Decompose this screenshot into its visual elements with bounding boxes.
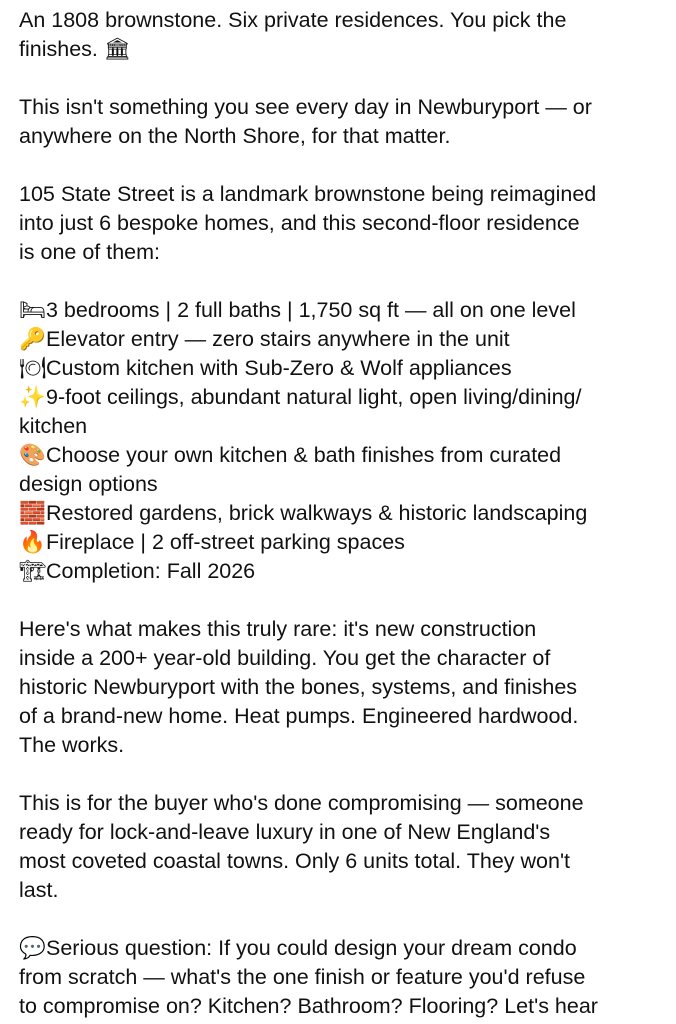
text-line: is one of them:: [19, 240, 161, 264]
feature-item: [19, 383, 665, 441]
paragraph-question: [19, 934, 665, 1021]
paragraph-gap: [19, 586, 665, 615]
feature-line: [19, 499, 665, 528]
question-text: to compromise on? Kitchen? Bathroom? Flooring? Let's hear: [19, 994, 598, 1018]
text-line: ready for lock-and-leave luxury in one of New England's: [19, 820, 551, 844]
text-line: of a brand-new home. Heat pumps. Engineered hardwood.: [19, 704, 579, 728]
feature-text: Custom kitchen with Sub-Zero & Wolf appliances: [46, 356, 512, 380]
brick-icon: 🧱: [19, 501, 46, 526]
text-line: The works.: [19, 733, 125, 757]
feature-line: [19, 325, 665, 354]
feature-text: Choose your own kitchen & bath finishes from curated: [46, 443, 562, 467]
feature-text: design options: [19, 472, 158, 496]
paragraph-buyer: [19, 789, 665, 905]
feature-line: [19, 383, 665, 412]
feature-text: Elevator entry — zero stairs anywhere in the unit: [46, 327, 510, 351]
feature-item: [19, 441, 665, 499]
feature-text: Fireplace | 2 off-street parking spaces: [46, 530, 405, 554]
paragraph-rare: [19, 615, 665, 760]
plate-icon: 🍽: [19, 356, 47, 381]
feature-line: [19, 354, 665, 383]
feature-text: Restored gardens, brick walkways & historic landscaping: [46, 501, 588, 525]
paragraph-gap: [19, 760, 665, 789]
feature-item: [19, 557, 665, 586]
speech-bubble-icon: 💬: [19, 936, 46, 961]
feature-item: [19, 296, 665, 325]
fire-icon: 🔥: [19, 530, 46, 555]
text-line: anywhere on the North Shore, for that matter.: [19, 124, 451, 148]
paragraph-gap: [19, 64, 665, 93]
intro-paragraph: [19, 6, 665, 64]
question-line: [19, 934, 665, 963]
text-line: inside a 200+ year-old building. You get the character of: [19, 646, 551, 670]
text-line: finishes. 🏛: [19, 37, 132, 61]
feature-line: [19, 296, 665, 325]
paragraph-state-street: [19, 180, 665, 267]
text-line: An 1808 brownstone. Six private residences. You pick the: [19, 8, 567, 32]
palette-icon: 🎨: [19, 443, 46, 468]
paragraph-gap: [19, 267, 665, 296]
feature-line: [19, 528, 665, 557]
bed-icon: 🛏: [19, 298, 47, 323]
feature-text: 9-foot ceilings, abundant natural light, open living/dining/: [46, 385, 582, 409]
key-icon: 🔑: [19, 327, 46, 352]
construction-icon: 🏗: [19, 559, 47, 584]
feature-text: kitchen: [19, 414, 88, 438]
text-line: Here's what makes this truly rare: it's new construction: [19, 617, 537, 641]
question-text: Serious question: If you could design your dream condo: [46, 936, 577, 960]
question-text: from scratch — what's the one finish or feature you'd refuse: [19, 965, 586, 989]
feature-item: [19, 528, 665, 557]
feature-line: [19, 557, 665, 586]
text-line: This isn't something you see every day in Newburyport — or: [19, 95, 592, 119]
text-line: most coveted coastal towns. Only 6 units total. They won't: [19, 849, 571, 873]
text-line: last.: [19, 878, 59, 902]
feature-item: [19, 325, 665, 354]
feature-text: 3 bedrooms | 2 full baths | 1,750 sq ft — all on one level: [46, 298, 576, 322]
paragraph-gap: [19, 905, 665, 934]
sparkles-icon: ✨: [19, 385, 46, 410]
feature-item: [19, 499, 665, 528]
feature-list: [19, 296, 665, 586]
post-body: [19, 6, 665, 1021]
text-line: This is for the buyer who's done compromising — someone: [19, 791, 584, 815]
text-line: into just 6 bespoke homes, and this second-floor residence: [19, 211, 580, 235]
paragraph-gap: [19, 151, 665, 180]
feature-item: [19, 354, 665, 383]
paragraph-newburyport: [19, 93, 665, 151]
feature-text: Completion: Fall 2026: [46, 559, 256, 583]
text-line: historic Newburyport with the bones, systems, and finishes: [19, 675, 578, 699]
feature-line: [19, 441, 665, 470]
text-line: 105 State Street is a landmark brownstone being reimagined: [19, 182, 597, 206]
